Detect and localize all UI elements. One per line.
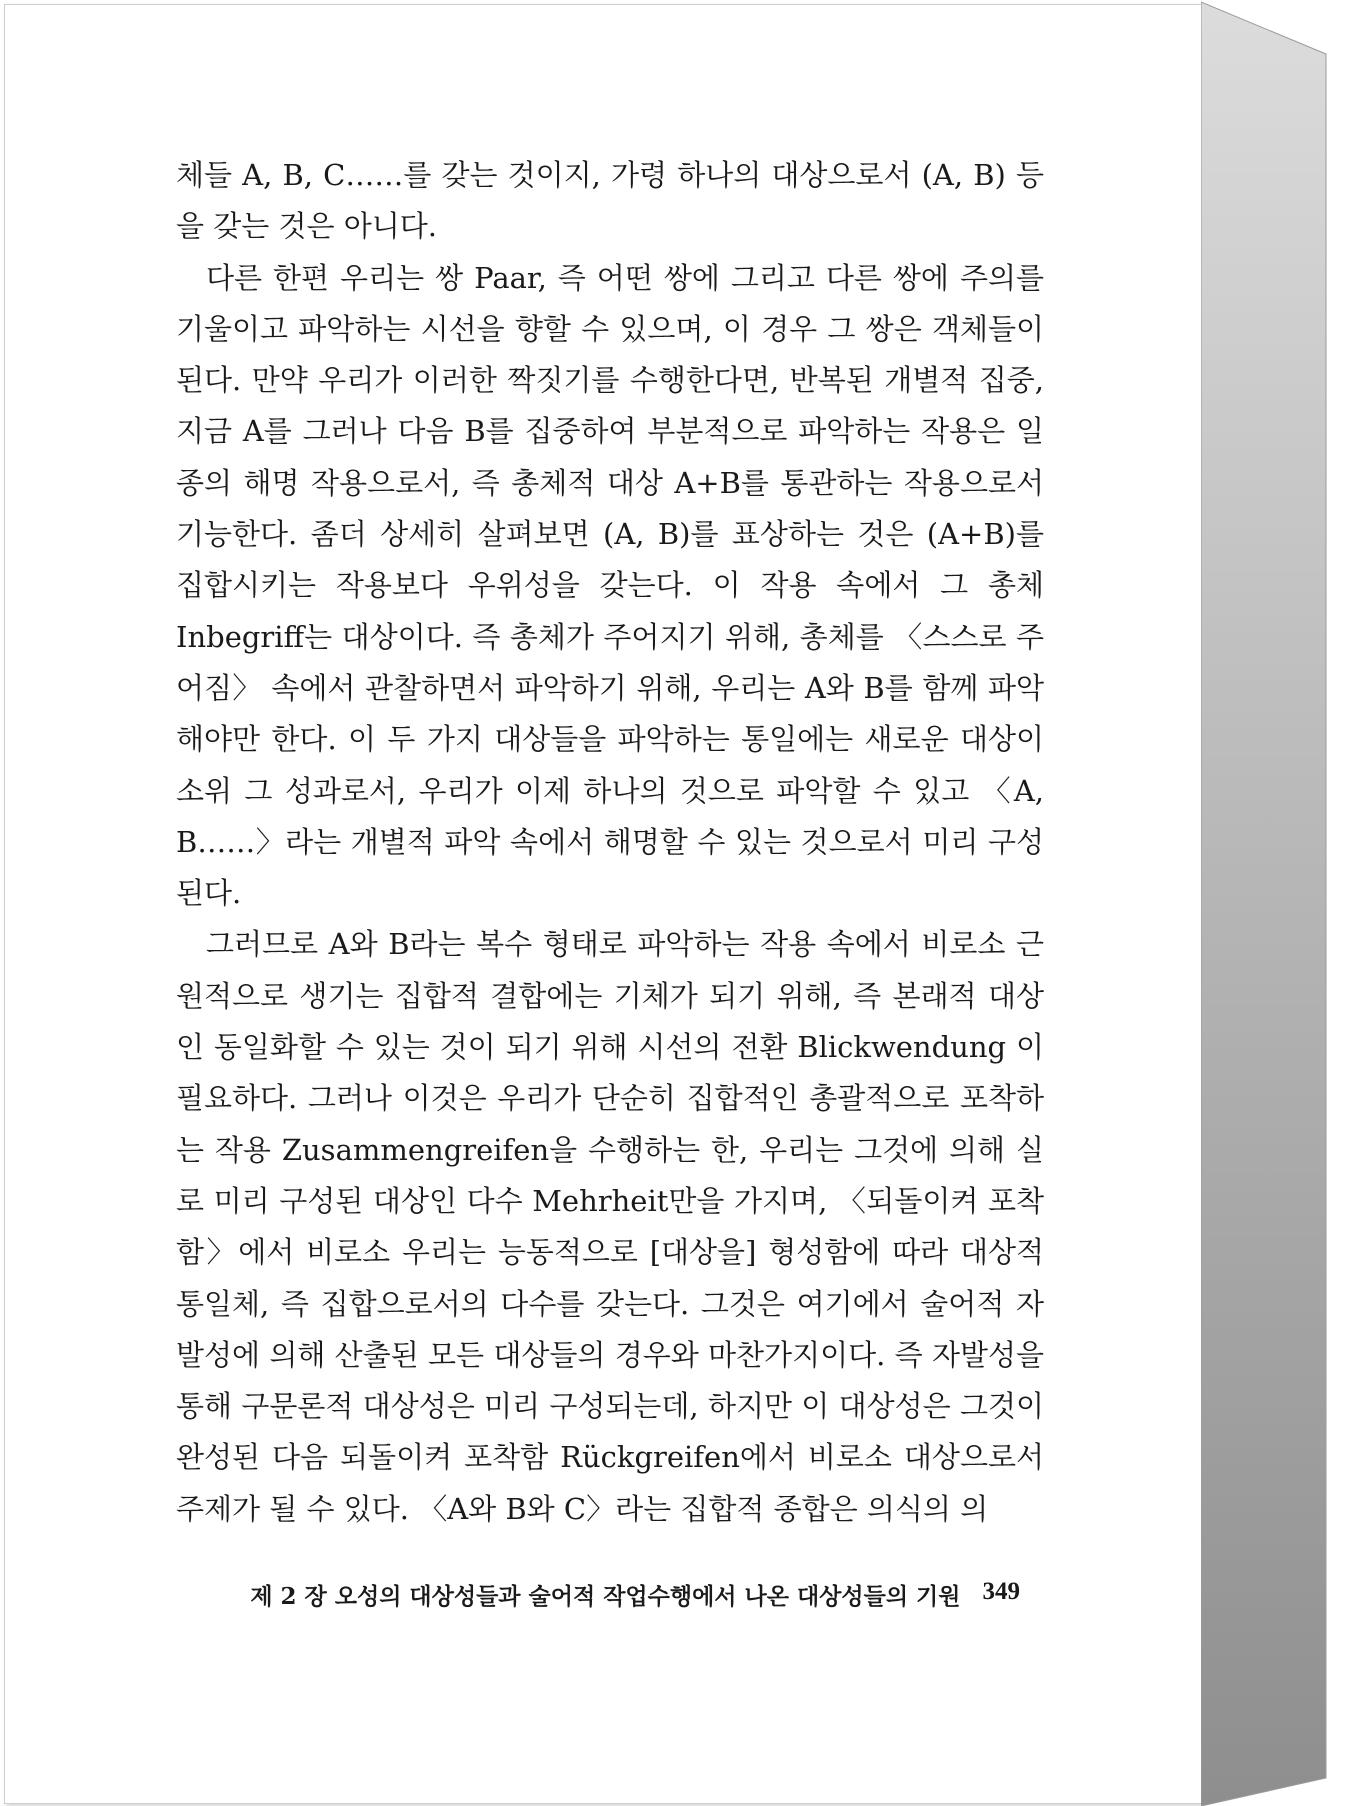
paragraph: 다른 한편 우리는 쌍 Paar, 즉 어떤 쌍에 그리고 다른 쌍에 주의를 기울이고 파악하는 시선을 향할 수 있으며, 이 경우 그 쌍은 객체들이 된다. 만약 우리가 이러한 짝짓기를 수행한다면, 반복된 개별적 집중, 지금 A를 그러나 다음 B를 집중하여 부분적으로 파악하는 작용은 일종의 해명 작용으로서, 즉 총체적 대상 A+B를 통관하는 작용으로서 기능한다. 좀더 상세히 살펴보면 (A, B)를 표상하는 것은 (A+B)를 집합시키는 작용보다 우위성을 갖는다. 이 작용 속에서 그 총체Inbegriff는 대상이다. 즉 총체가 주어지기 위해, 총체를 〈스스로 주어짐〉 속에서 관찰하면서 파악하기 위해, 우리는 A와 B를 함께 파악해야만 한다. 이 두 가지 대상들을 파악하는 통일에는 새로운 대상이 소위 그 성과로서, 우리가 이제 하나의 것으로 파악할 수 있고 〈A, B……〉라는 개별적 파악 속에서 해명할 수 있는 것으로서 미리 구성된다. [176, 260, 1044, 911]
book-spine [1201, 0, 1339, 1806]
chapter-title: 제 2 장 오성의 대상성들과 술어적 작업수행에서 나온 대상성들의 기원 [250, 1583, 961, 1610]
body-text [176, 150, 1044, 1535]
page-number: 349 [982, 1578, 1020, 1605]
paragraph: 그러므로 A와 B라는 복수 형태로 파악하는 작용 속에서 비로소 근원적으로 생기는 집합적 결합에는 기체가 되기 위해, 즉 본래적 대상인 동일화할 수 있는 것이 되기 위해 시선의 전환 Blickwendung 이 필요하다. 그러나 이것은 우리가 단순히 집합적인 총괄적으로 포착하는 작용 Zusammengreifen을 수행하는 한, 우리는 그것에 의해 실로 미리 구성된 대상인 다수 Mehrheit만을 가지며, 〈되돌이켜 포착함〉에서 비로소 우리는 능동적으로 [대상을] 형성함에 따라 대상적 통일체, 즉 집합으로서의 다수를 갖는다. 그것은 여기에서 술어적 자발성에 의해 산출된 모든 대상들의 경우와 마찬가지이다. 즉 자발성을 통해 구문론적 대상성은 미리 구성되는데, 하지만 이 대상성은 그것이 완성된 다음 되돌이켜 포착함 Rückgreifen에서 비로소 대상으로서 주제가 될 수 있다. 〈A와 B와 C〉라는 집합적 종합은 의식의 의 [176, 927, 1044, 1526]
paragraph: 체들 A, B, C……를 갖는 것이지, 가령 하나의 대상으로서 (A, B) 등을 갖는 것은 아니다. [176, 158, 1044, 244]
running-footer [230, 1578, 1020, 1611]
